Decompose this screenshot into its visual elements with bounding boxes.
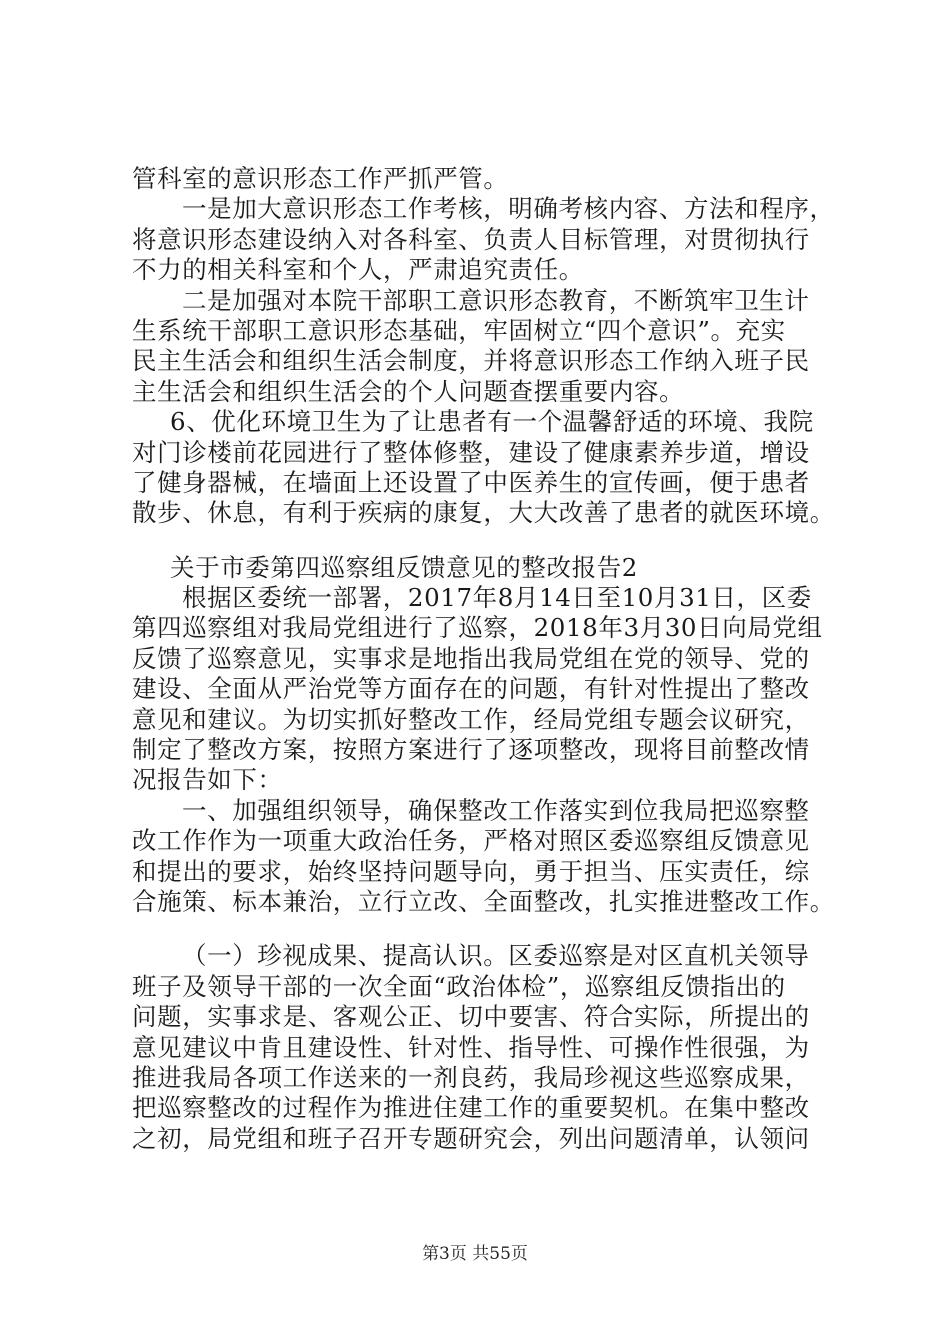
text-line: 建设、全面从严治党等方面存在的问题，有针对性提出了整改 bbox=[132, 674, 810, 704]
text-line: 不力的相关科室和个人，严肃追究责任。 bbox=[132, 255, 584, 285]
paragraph-item-two bbox=[132, 286, 852, 408]
text-line: 之初，局党组和班子召开专题研究会，列出问题清单，认领问 bbox=[132, 1123, 810, 1153]
text-line: 主生活会和组织生活会的个人问题查摆重要内容。 bbox=[132, 376, 685, 406]
paragraph-section-one bbox=[132, 796, 852, 918]
text-line: 对门诊楼前花园进行了整体修整，建设了健康素养步道，增设 bbox=[132, 437, 810, 467]
text-line: 6、优化环境卫生为了让患者有一个温馨舒适的环境、我院 bbox=[170, 407, 814, 437]
text-line: 二是加强对本院干部职工意识形态教育，不断筑牢卫生计 bbox=[182, 285, 810, 315]
text-line: 生系统干部职工意识形态基础，牢固树立“四个意识”。充实 bbox=[132, 315, 786, 345]
text-line: 合施策、标本兼治，立行立改、全面整改，扎实推进整改工作。 bbox=[132, 886, 835, 916]
text-line: 问题，实事求是、客观公正、切中要害、符合实际，所提出的 bbox=[132, 1002, 810, 1032]
text-line: （一）珍视成果、提高认识。区委巡察是对区直机关领导 bbox=[182, 941, 810, 971]
page-number: 第3页 共55页 bbox=[422, 1244, 528, 1264]
text-line: 改工作作为一项重大政治任务，严格对照区委巡察组反馈意见 bbox=[132, 826, 810, 856]
text-line: 意见和建议。为切实抓好整改工作，经局党组专题会议研究， bbox=[132, 704, 810, 734]
page-footer bbox=[0, 1243, 950, 1265]
paragraph-subsection-one bbox=[132, 941, 852, 1154]
text-line: 将意识形态建设纳入对各科室、负责人目标管理，对贯彻执行 bbox=[132, 224, 810, 254]
text-line: 根据区委统一部署，2017年8月14日至10月31日，区委 bbox=[182, 583, 812, 613]
text-line: 民主生活会和组织生活会制度，并将意识形态工作纳入班子民 bbox=[132, 346, 810, 376]
report-title: 关于市委第四巡察组反馈意见的整改报告2 bbox=[170, 552, 638, 582]
text-line: 况报告如下： bbox=[132, 765, 283, 795]
text-line: 反馈了巡察意见，实事求是地指出我局党组在党的领导、党的 bbox=[132, 643, 810, 673]
text-line: 一是加大意识形态工作考核，明确考核内容、方法和程序， bbox=[182, 194, 835, 224]
text-line: 把巡察整改的过程作为推进住建工作的重要契机。在集中整改 bbox=[132, 1093, 810, 1123]
text-line: 意见建议中肯且建设性、针对性、指导性、可操作性很强，为 bbox=[132, 1032, 810, 1062]
text-line: 散步、休息，有利于疾病的康复，大大改善了患者的就医环境。 bbox=[132, 498, 835, 528]
text-line: 制定了整改方案，按照方案进行了逐项整改，现将目前整改情 bbox=[132, 735, 810, 765]
paragraph-intro bbox=[132, 583, 852, 796]
text-line: 管科室的意识形态工作严抓严管。 bbox=[132, 164, 509, 193]
text-line: 和提出的要求，始终坚持问题导向，勇于担当、压实责任，综 bbox=[132, 856, 810, 886]
text-line: 一、加强组织领导，确保整改工作落实到位我局把巡察整 bbox=[182, 795, 810, 825]
section-heading bbox=[132, 553, 852, 583]
paragraph-environment bbox=[132, 407, 852, 529]
text-line: 推进我局各项工作送来的一剂良药，我局珍视这些巡察成果， bbox=[132, 1062, 810, 1092]
paragraph-continuation bbox=[132, 164, 852, 194]
text-line: 第四巡察组对我局党组进行了巡察，2018年3月30日向局党组 bbox=[132, 613, 823, 643]
document-body bbox=[132, 164, 852, 1154]
text-line: 班子及领导干部的一次全面“政治体检”，巡察组反馈指出的 bbox=[132, 971, 786, 1001]
paragraph-item-one bbox=[132, 194, 852, 285]
text-line: 了健身器械，在墙面上还设置了中医养生的宣传画，便于患者 bbox=[132, 467, 810, 497]
